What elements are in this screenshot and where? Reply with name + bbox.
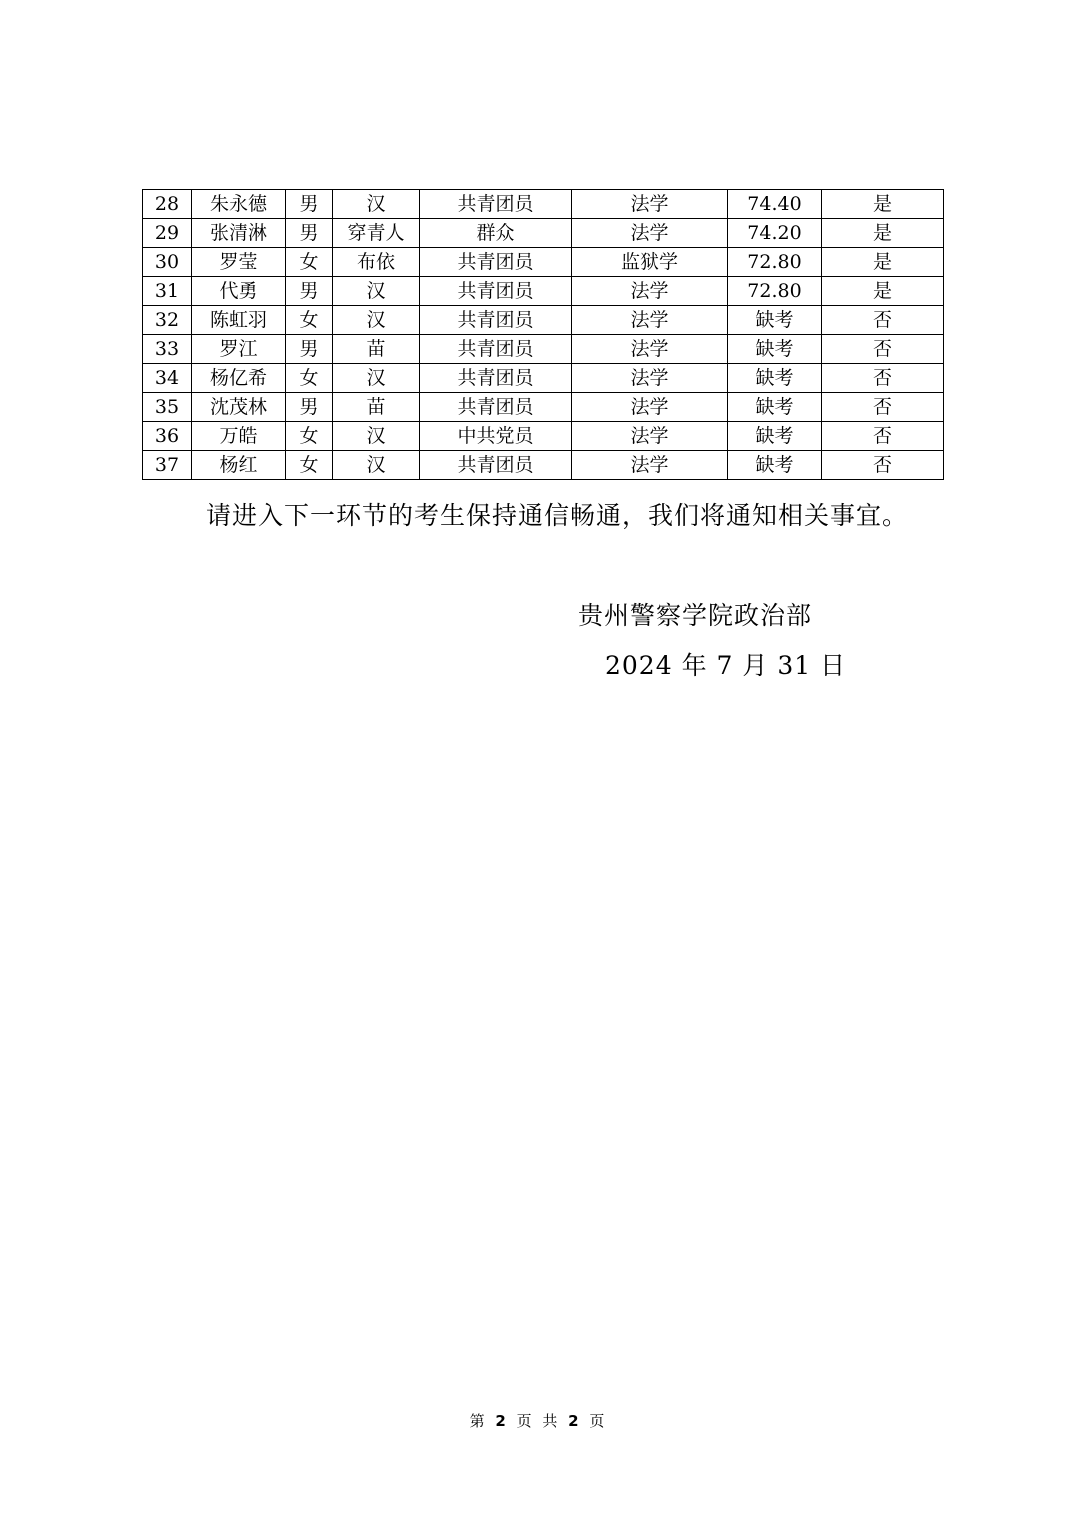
table-row <box>143 451 944 480</box>
cell-name: 杨亿希 <box>192 364 286 393</box>
results-table <box>142 189 944 480</box>
cell-advance: 是 <box>822 219 944 248</box>
table-row <box>143 306 944 335</box>
cell-number: 36 <box>143 422 192 451</box>
cell-ethnicity: 苗 <box>333 393 420 422</box>
cell-number: 29 <box>143 219 192 248</box>
cell-political-status: 共青团员 <box>420 277 572 306</box>
cell-advance: 是 <box>822 277 944 306</box>
cell-gender: 女 <box>286 451 333 480</box>
cell-major: 法学 <box>572 190 728 219</box>
signature-date: 2024 年 7 月 31 日 <box>605 651 847 680</box>
cell-advance: 否 <box>822 422 944 451</box>
cell-gender: 男 <box>286 190 333 219</box>
cell-advance: 是 <box>822 248 944 277</box>
footer-current-page: 2 <box>495 1412 506 1430</box>
cell-ethnicity: 苗 <box>333 335 420 364</box>
cell-ethnicity: 汉 <box>333 364 420 393</box>
cell-score: 缺考 <box>728 364 822 393</box>
cell-gender: 男 <box>286 277 333 306</box>
cell-name: 万皓 <box>192 422 286 451</box>
cell-name: 代勇 <box>192 277 286 306</box>
footer-total-pages: 2 <box>568 1412 579 1430</box>
cell-name: 沈茂林 <box>192 393 286 422</box>
cell-gender: 男 <box>286 219 333 248</box>
cell-political-status: 共青团员 <box>420 248 572 277</box>
cell-major: 法学 <box>572 451 728 480</box>
cell-political-status: 共青团员 <box>420 306 572 335</box>
table-row <box>143 335 944 364</box>
cell-gender: 男 <box>286 393 333 422</box>
cell-major: 法学 <box>572 306 728 335</box>
cell-ethnicity: 汉 <box>333 451 420 480</box>
cell-score: 缺考 <box>728 306 822 335</box>
table-row <box>143 190 944 219</box>
cell-gender: 女 <box>286 248 333 277</box>
page-footer <box>0 1410 1074 1432</box>
cell-score: 缺考 <box>728 393 822 422</box>
cell-major: 法学 <box>572 335 728 364</box>
cell-score: 72.80 <box>728 277 822 306</box>
cell-score: 缺考 <box>728 451 822 480</box>
cell-major: 法学 <box>572 277 728 306</box>
footer-suffix: 页 <box>589 1412 605 1430</box>
cell-advance: 是 <box>822 190 944 219</box>
cell-score: 74.40 <box>728 190 822 219</box>
cell-score: 74.20 <box>728 219 822 248</box>
cell-number: 31 <box>143 277 192 306</box>
cell-ethnicity: 穿青人 <box>333 219 420 248</box>
table-row <box>143 364 944 393</box>
cell-number: 32 <box>143 306 192 335</box>
table-row <box>143 422 944 451</box>
table-row <box>143 393 944 422</box>
cell-advance: 否 <box>822 364 944 393</box>
cell-political-status: 共青团员 <box>420 364 572 393</box>
results-table-body <box>143 190 944 480</box>
cell-ethnicity: 汉 <box>333 277 420 306</box>
cell-name: 张清淋 <box>192 219 286 248</box>
cell-major: 法学 <box>572 393 728 422</box>
cell-number: 28 <box>143 190 192 219</box>
cell-number: 37 <box>143 451 192 480</box>
cell-score: 缺考 <box>728 335 822 364</box>
notice-text: 请进入下一环节的考生保持通信畅通，我们将通知相关事宜。 <box>206 501 909 530</box>
cell-number: 34 <box>143 364 192 393</box>
cell-number: 33 <box>143 335 192 364</box>
table-row <box>143 248 944 277</box>
cell-gender: 男 <box>286 335 333 364</box>
cell-name: 朱永德 <box>192 190 286 219</box>
cell-number: 30 <box>143 248 192 277</box>
cell-political-status: 共青团员 <box>420 393 572 422</box>
table-row <box>143 219 944 248</box>
table-row <box>143 277 944 306</box>
cell-major: 法学 <box>572 364 728 393</box>
cell-name: 罗莹 <box>192 248 286 277</box>
cell-score: 72.80 <box>728 248 822 277</box>
cell-ethnicity: 布依 <box>333 248 420 277</box>
cell-score: 缺考 <box>728 422 822 451</box>
footer-prefix: 第 <box>469 1412 485 1430</box>
cell-name: 杨红 <box>192 451 286 480</box>
cell-political-status: 共青团员 <box>420 451 572 480</box>
cell-advance: 否 <box>822 393 944 422</box>
cell-major: 法学 <box>572 422 728 451</box>
cell-political-status: 共青团员 <box>420 190 572 219</box>
cell-gender: 女 <box>286 422 333 451</box>
cell-ethnicity: 汉 <box>333 422 420 451</box>
cell-political-status: 中共党员 <box>420 422 572 451</box>
cell-name: 罗江 <box>192 335 286 364</box>
cell-gender: 女 <box>286 306 333 335</box>
footer-mid: 页 共 <box>516 1412 558 1430</box>
cell-advance: 否 <box>822 335 944 364</box>
cell-number: 35 <box>143 393 192 422</box>
cell-advance: 否 <box>822 451 944 480</box>
cell-ethnicity: 汉 <box>333 306 420 335</box>
cell-political-status: 共青团员 <box>420 335 572 364</box>
cell-political-status: 群众 <box>420 219 572 248</box>
cell-major: 法学 <box>572 219 728 248</box>
cell-gender: 女 <box>286 364 333 393</box>
signature-organization: 贵州警察学院政治部 <box>578 601 813 630</box>
cell-advance: 否 <box>822 306 944 335</box>
cell-ethnicity: 汉 <box>333 190 420 219</box>
cell-major: 监狱学 <box>572 248 728 277</box>
cell-name: 陈虹羽 <box>192 306 286 335</box>
